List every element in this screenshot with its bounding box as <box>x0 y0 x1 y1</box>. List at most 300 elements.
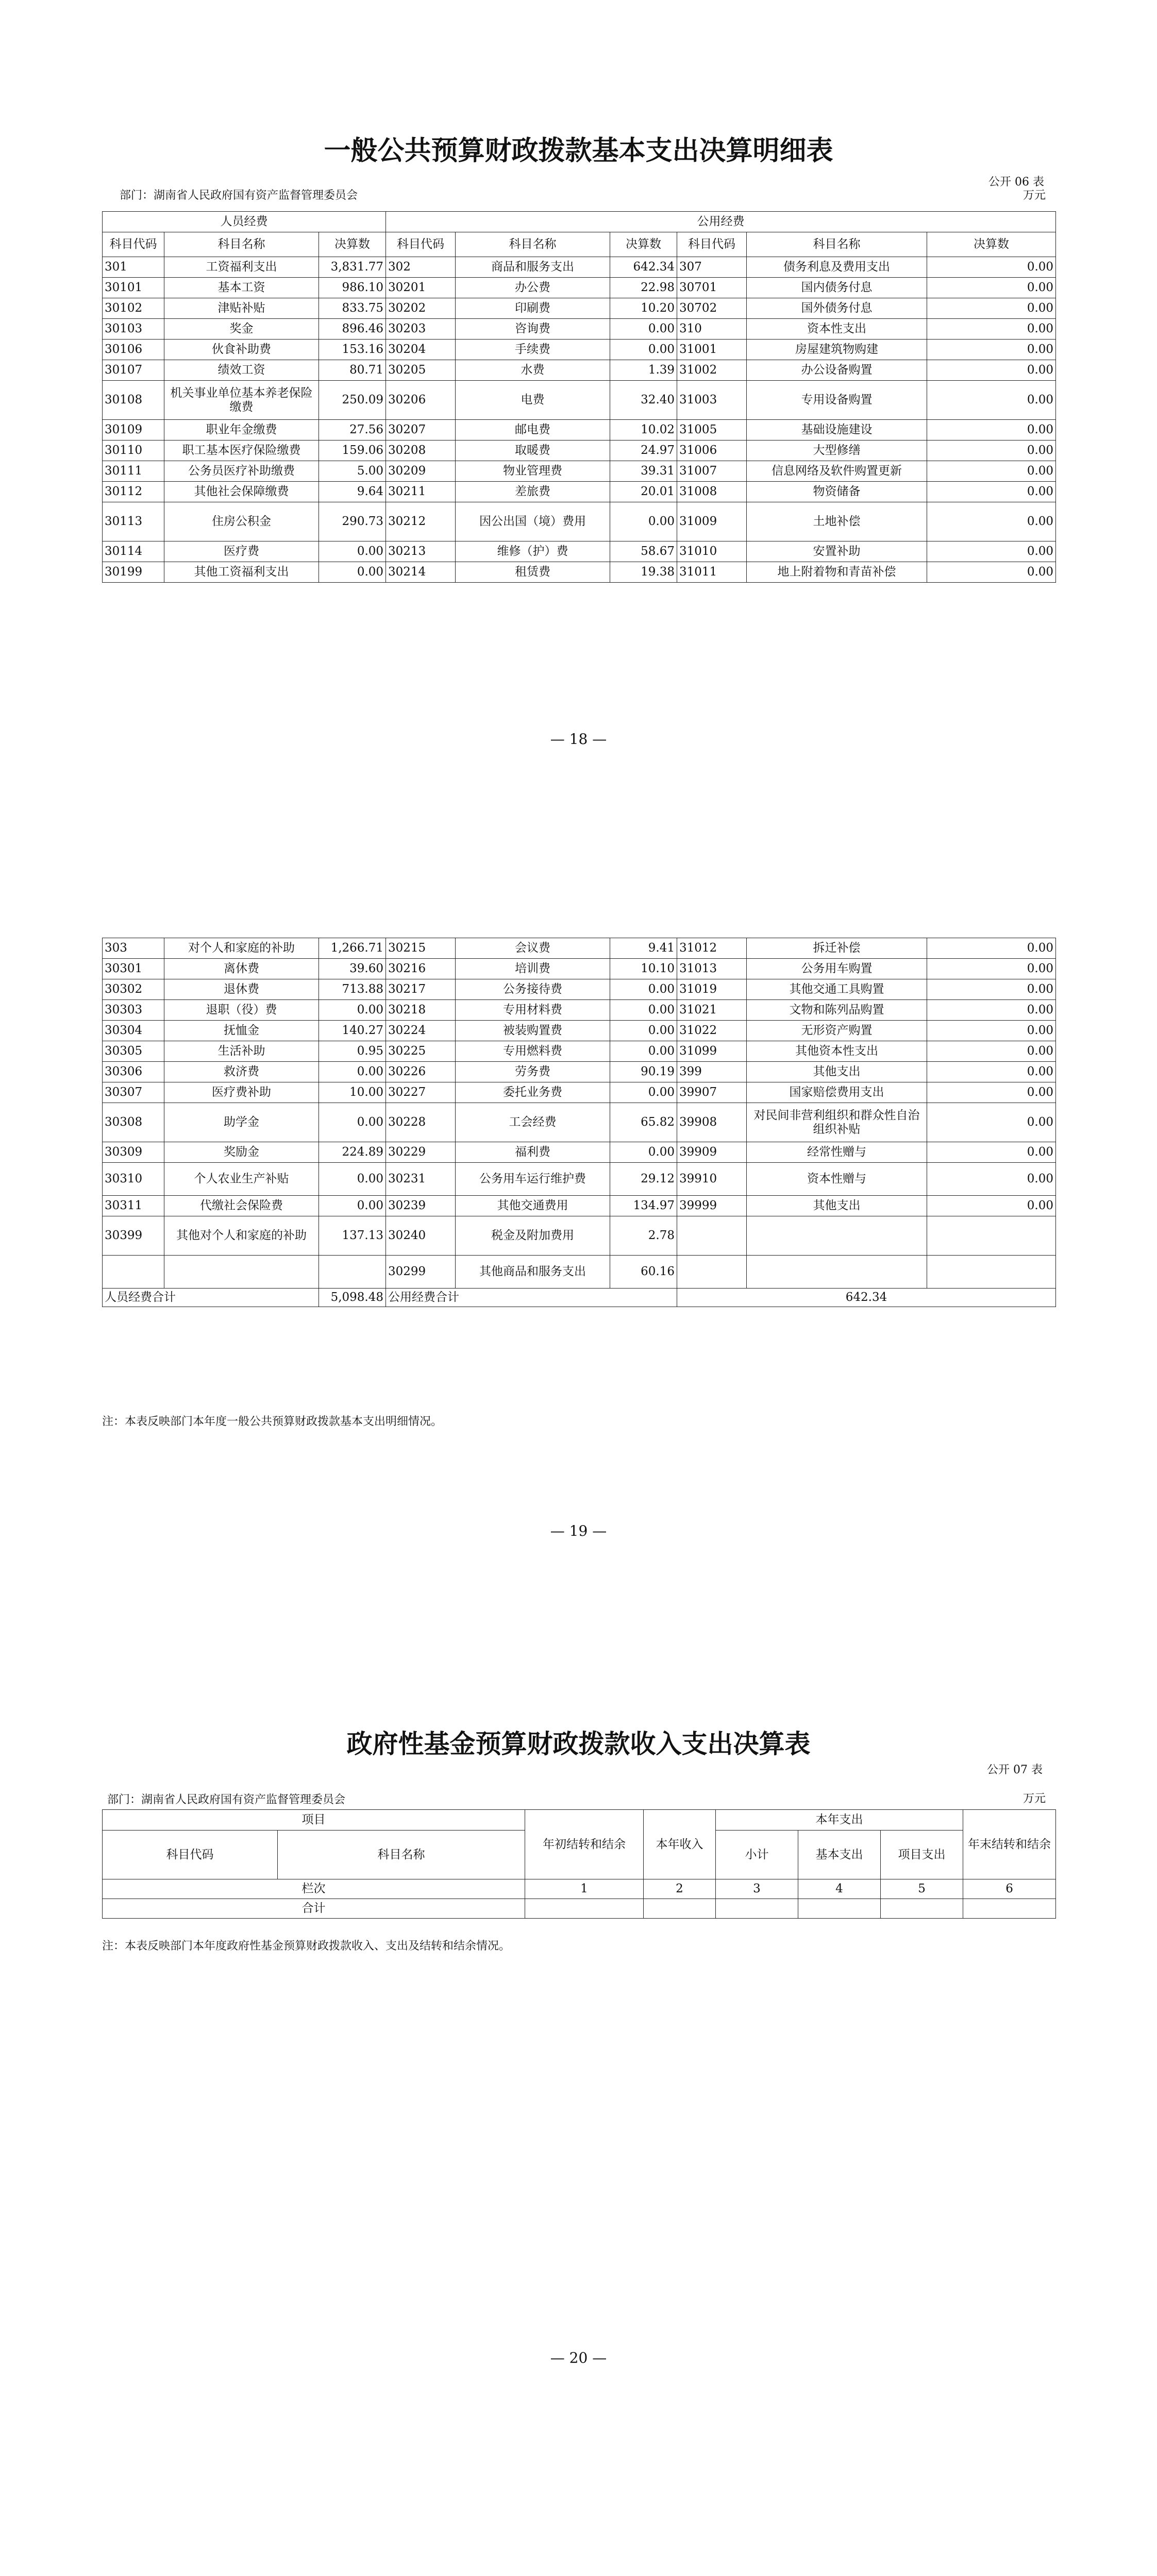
row-name: 其他支出 <box>747 1196 927 1216</box>
col-index-label: 栏次 <box>103 1879 525 1899</box>
row-value: 0.00 <box>610 1142 677 1163</box>
row-code: 302 <box>386 257 456 278</box>
dept-label: 部门：湖南省人民政府国有资产监督管理委员会 <box>120 189 358 202</box>
row-value: 140.27 <box>319 1021 386 1041</box>
row-code: 31011 <box>677 562 747 583</box>
row-code: 30103 <box>103 319 164 340</box>
row-value: 0.00 <box>927 562 1056 583</box>
row-value: 0.00 <box>319 1000 386 1021</box>
row-value: 10.02 <box>610 420 677 440</box>
table-row <box>103 461 1056 482</box>
row-name: 专用材料费 <box>456 1000 610 1021</box>
row-code: 30203 <box>386 319 456 340</box>
header-begin-balance: 年初结转和结余 <box>525 1810 644 1879</box>
row-code: 30202 <box>386 298 456 319</box>
total-value: 5,098.48 <box>319 1289 386 1307</box>
row-code: 30218 <box>386 1000 456 1021</box>
table-row <box>103 1142 1056 1163</box>
row-value <box>319 1256 386 1289</box>
total-label: 公用经费合计 <box>386 1289 677 1307</box>
row-name: 资本性支出 <box>747 319 927 340</box>
page18-title: 一般公共预算财政拨款基本支出决算明细表 <box>324 135 833 166</box>
row-value: 833.75 <box>319 298 386 319</box>
row-code: 30205 <box>386 360 456 381</box>
row-name: 对个人和家庭的补助 <box>164 938 319 959</box>
row-name: 国内债务付息 <box>747 278 927 298</box>
row-value: 290.73 <box>319 502 386 541</box>
row-name: 专用燃料费 <box>456 1041 610 1062</box>
row-code: 30208 <box>386 440 456 461</box>
row-name: 工资福利支出 <box>164 257 319 278</box>
row-name: 奖励金 <box>164 1142 319 1163</box>
table-row <box>103 1000 1056 1021</box>
table-row <box>103 1041 1056 1062</box>
row-value: 0.00 <box>319 562 386 583</box>
row-code: 30224 <box>386 1021 456 1041</box>
row-name: 办公费 <box>456 278 610 298</box>
row-code: 30239 <box>386 1196 456 1216</box>
header-public: 公用经费 <box>386 212 1056 232</box>
row-value: 0.00 <box>319 541 386 562</box>
table-row <box>103 1103 1056 1142</box>
table-row <box>103 482 1056 502</box>
col-header: 决算数 <box>319 232 386 257</box>
row-value: 0.00 <box>927 278 1056 298</box>
col-header: 决算数 <box>927 232 1056 257</box>
col-header: 科目代码 <box>103 232 164 257</box>
row-name: 物资储备 <box>747 482 927 502</box>
row-value: 1,266.71 <box>319 938 386 959</box>
row-value <box>927 1216 1056 1256</box>
col-header: 科目名称 <box>456 232 610 257</box>
row-code: 30231 <box>386 1163 456 1196</box>
row-value: 0.00 <box>927 979 1056 1000</box>
row-code: 30227 <box>386 1082 456 1103</box>
table-row <box>103 1216 1056 1256</box>
row-code: 30308 <box>103 1103 164 1142</box>
table-row <box>103 959 1056 979</box>
row-code: 30304 <box>103 1021 164 1041</box>
row-code: 30110 <box>103 440 164 461</box>
header-personnel: 人员经费 <box>103 212 386 232</box>
row-code: 30310 <box>103 1163 164 1196</box>
row-name: 生活补助 <box>164 1041 319 1062</box>
row-code: 30212 <box>386 502 456 541</box>
table-row <box>103 502 1056 541</box>
page19-note: 注：本表反映部门本年度一般公共预算财政拨款基本支出明细情况。 <box>102 1415 443 1428</box>
table-row <box>103 562 1056 583</box>
row-value: 153.16 <box>319 340 386 360</box>
row-value: 0.00 <box>610 502 677 541</box>
row-code: 30102 <box>103 298 164 319</box>
row-code: 31006 <box>677 440 747 461</box>
row-value: 0.00 <box>610 1082 677 1103</box>
row-value: 0.00 <box>927 298 1056 319</box>
row-name: 绩效工资 <box>164 360 319 381</box>
col-index: 1 <box>525 1879 644 1899</box>
row-code: 39909 <box>677 1142 747 1163</box>
row-name: 租赁费 <box>456 562 610 583</box>
row-value: 0.00 <box>610 340 677 360</box>
row-value: 0.00 <box>927 1000 1056 1021</box>
row-name: 水费 <box>456 360 610 381</box>
row-code: 301 <box>103 257 164 278</box>
row-name: 个人农业生产补贴 <box>164 1163 319 1196</box>
row-name: 伙食补助费 <box>164 340 319 360</box>
row-value: 20.01 <box>610 482 677 502</box>
row-value: 137.13 <box>319 1216 386 1256</box>
page-number-19: — 19 — <box>550 1522 607 1539</box>
header-name: 科目名称 <box>278 1831 525 1879</box>
table-row <box>103 340 1056 360</box>
row-code: 30702 <box>677 298 747 319</box>
row-name: 邮电费 <box>456 420 610 440</box>
row-name: 办公设备购置 <box>747 360 927 381</box>
col-header: 科目代码 <box>677 232 747 257</box>
row-value: 39.31 <box>610 461 677 482</box>
total-label: 人员经费合计 <box>103 1289 319 1307</box>
row-name <box>747 1216 927 1256</box>
row-value: 0.00 <box>927 420 1056 440</box>
row-name: 公务员医疗补助缴费 <box>164 461 319 482</box>
dept-label: 部门：湖南省人民政府国有资产监督管理委员会 <box>107 1793 346 1806</box>
row-value: 0.00 <box>927 1103 1056 1142</box>
row-value: 0.00 <box>927 319 1056 340</box>
row-name: 其他工资福利支出 <box>164 562 319 583</box>
row-name: 委托业务费 <box>456 1082 610 1103</box>
row-name: 退职（役）费 <box>164 1000 319 1021</box>
table-row <box>103 1021 1056 1041</box>
unit-label: 万元 <box>1023 1792 1046 1805</box>
total-row <box>103 1289 1056 1307</box>
table-code: 公开 07 表 <box>987 1764 1043 1776</box>
row-code: 30215 <box>386 938 456 959</box>
row-code: 30228 <box>386 1103 456 1142</box>
row-name: 对民间非营利组织和群众性自治组织补贴 <box>747 1103 927 1142</box>
table-row <box>103 319 1056 340</box>
row-code: 30399 <box>103 1216 164 1256</box>
row-value: 32.40 <box>610 381 677 420</box>
row-name: 经常性赠与 <box>747 1142 927 1163</box>
table-row <box>103 257 1056 278</box>
row-code: 39907 <box>677 1082 747 1103</box>
row-name: 其他商品和服务支出 <box>456 1256 610 1289</box>
row-code: 30240 <box>386 1216 456 1256</box>
row-value: 0.00 <box>927 938 1056 959</box>
header-item: 项目 <box>103 1810 525 1831</box>
row-code: 39999 <box>677 1196 747 1216</box>
row-code: 30306 <box>103 1062 164 1082</box>
row-value: 134.97 <box>610 1196 677 1216</box>
row-code: 30213 <box>386 541 456 562</box>
table-row <box>103 298 1056 319</box>
table-row <box>103 979 1056 1000</box>
row-name: 差旅费 <box>456 482 610 502</box>
row-code: 30204 <box>386 340 456 360</box>
row-code: 30113 <box>103 502 164 541</box>
row-name <box>747 1256 927 1289</box>
total-label: 合计 <box>103 1899 525 1919</box>
row-code: 30311 <box>103 1196 164 1216</box>
row-value: 0.00 <box>927 1163 1056 1196</box>
table-row <box>103 1062 1056 1082</box>
row-name: 文物和陈列品购置 <box>747 1000 927 1021</box>
row-value: 10.10 <box>610 959 677 979</box>
col-index: 3 <box>716 1879 798 1899</box>
row-name: 其他支出 <box>747 1062 927 1082</box>
row-name <box>164 1256 319 1289</box>
row-code: 30114 <box>103 541 164 562</box>
row-value: 39.60 <box>319 959 386 979</box>
row-code: 31022 <box>677 1021 747 1041</box>
table-row <box>103 1082 1056 1103</box>
row-code: 310 <box>677 319 747 340</box>
row-code: 399 <box>677 1062 747 1082</box>
row-name: 劳务费 <box>456 1062 610 1082</box>
col-index: 5 <box>881 1879 963 1899</box>
row-name: 信息网络及软件购置更新 <box>747 461 927 482</box>
row-name: 咨询费 <box>456 319 610 340</box>
row-name: 基本工资 <box>164 278 319 298</box>
row-code: 30307 <box>103 1082 164 1103</box>
row-value: 1.39 <box>610 360 677 381</box>
row-code: 31099 <box>677 1041 747 1062</box>
row-value: 5.00 <box>319 461 386 482</box>
col-header: 决算数 <box>610 232 677 257</box>
row-code: 30225 <box>386 1041 456 1062</box>
header-code: 科目代码 <box>103 1831 278 1879</box>
row-code: 30109 <box>103 420 164 440</box>
col-index: 6 <box>963 1879 1056 1899</box>
table-row <box>103 1196 1056 1216</box>
gov-fund-table <box>102 1809 1056 1919</box>
row-value: 0.00 <box>610 1041 677 1062</box>
row-name: 工会经费 <box>456 1103 610 1142</box>
row-value: 224.89 <box>319 1142 386 1163</box>
row-name: 培训费 <box>456 959 610 979</box>
row-code: 30207 <box>386 420 456 440</box>
row-value: 10.20 <box>610 298 677 319</box>
row-name: 资本性赠与 <box>747 1163 927 1196</box>
row-name: 其他交通工具购置 <box>747 979 927 1000</box>
row-code: 31001 <box>677 340 747 360</box>
row-name: 救济费 <box>164 1062 319 1082</box>
row-value: 713.88 <box>319 979 386 1000</box>
row-name: 国家赔偿费用支出 <box>747 1082 927 1103</box>
row-code <box>103 1256 164 1289</box>
row-name: 公务用车运行维护费 <box>456 1163 610 1196</box>
row-value: 90.19 <box>610 1062 677 1082</box>
row-code: 31021 <box>677 1000 747 1021</box>
row-name: 津贴补贴 <box>164 298 319 319</box>
row-value: 58.67 <box>610 541 677 562</box>
header-subtotal: 小计 <box>716 1831 798 1879</box>
basic-expense-table-part2 <box>102 938 1056 1307</box>
row-value: 3,831.77 <box>319 257 386 278</box>
row-value: 0.00 <box>927 959 1056 979</box>
row-value: 0.95 <box>319 1041 386 1062</box>
row-code: 30108 <box>103 381 164 420</box>
row-code: 31007 <box>677 461 747 482</box>
row-code <box>677 1216 747 1256</box>
table-row <box>103 440 1056 461</box>
col-index: 2 <box>644 1879 716 1899</box>
table-row <box>103 1256 1056 1289</box>
row-name: 国外债务付息 <box>747 298 927 319</box>
row-value: 159.06 <box>319 440 386 461</box>
row-name: 无形资产购置 <box>747 1021 927 1041</box>
row-name: 退休费 <box>164 979 319 1000</box>
row-name: 债务利息及费用支出 <box>747 257 927 278</box>
row-value: 0.00 <box>927 381 1056 420</box>
total-value: 642.34 <box>677 1289 1056 1307</box>
row-name: 专用设备购置 <box>747 381 927 420</box>
row-name: 医疗费 <box>164 541 319 562</box>
row-name: 机关事业单位基本养老保险缴费 <box>164 381 319 420</box>
row-code: 307 <box>677 257 747 278</box>
row-code: 30229 <box>386 1142 456 1163</box>
page-number-18: — 18 — <box>550 731 607 748</box>
row-name: 税金及附加费用 <box>456 1216 610 1256</box>
table-row <box>103 360 1056 381</box>
row-name: 福利费 <box>456 1142 610 1163</box>
unit-label: 万元 <box>1023 189 1046 202</box>
row-value: 60.16 <box>610 1256 677 1289</box>
row-value: 0.00 <box>927 440 1056 461</box>
page20-title: 政府性基金预算财政拨款收入支出决算表 <box>346 1728 811 1759</box>
row-code: 31003 <box>677 381 747 420</box>
row-value: 0.00 <box>927 340 1056 360</box>
row-name: 抚恤金 <box>164 1021 319 1041</box>
row-code: 30201 <box>386 278 456 298</box>
row-code: 31002 <box>677 360 747 381</box>
row-code: 30303 <box>103 1000 164 1021</box>
header-project: 项目支出 <box>881 1831 963 1879</box>
col-index: 4 <box>798 1879 881 1899</box>
basic-expense-table-part1 <box>102 211 1056 583</box>
row-name: 电费 <box>456 381 610 420</box>
row-value: 0.00 <box>610 1000 677 1021</box>
row-name: 土地补偿 <box>747 502 927 541</box>
row-value: 0.00 <box>927 541 1056 562</box>
row-name: 其他社会保障缴费 <box>164 482 319 502</box>
row-value: 0.00 <box>927 461 1056 482</box>
row-name: 安置补助 <box>747 541 927 562</box>
row-code: 30701 <box>677 278 747 298</box>
row-name: 被装购置费 <box>456 1021 610 1041</box>
header-income: 本年收入 <box>644 1810 716 1879</box>
row-name: 助学金 <box>164 1103 319 1142</box>
row-value: 0.00 <box>610 979 677 1000</box>
row-value: 65.82 <box>610 1103 677 1142</box>
row-code: 31013 <box>677 959 747 979</box>
row-code: 30211 <box>386 482 456 502</box>
row-value: 29.12 <box>610 1163 677 1196</box>
row-code: 30301 <box>103 959 164 979</box>
row-name: 手续费 <box>456 340 610 360</box>
row-name: 印刷费 <box>456 298 610 319</box>
row-value: 896.46 <box>319 319 386 340</box>
row-value: 0.00 <box>927 1062 1056 1082</box>
row-value: 0.00 <box>927 360 1056 381</box>
table-row <box>103 278 1056 298</box>
row-name: 大型修缮 <box>747 440 927 461</box>
row-code: 30305 <box>103 1041 164 1062</box>
row-code: 30214 <box>386 562 456 583</box>
header-basic: 基本支出 <box>798 1831 881 1879</box>
row-name: 房屋建筑物购建 <box>747 340 927 360</box>
row-value: 0.00 <box>927 1041 1056 1062</box>
row-code: 30217 <box>386 979 456 1000</box>
row-value: 80.71 <box>319 360 386 381</box>
table-row <box>103 938 1056 959</box>
row-value: 0.00 <box>927 1021 1056 1041</box>
col-header: 科目代码 <box>386 232 456 257</box>
row-name: 公务用车购置 <box>747 959 927 979</box>
page20-note: 注：本表反映部门本年度政府性基金预算财政拨款收入、支出及结转和结余情况。 <box>102 1940 511 1953</box>
row-name: 物业管理费 <box>456 461 610 482</box>
table-row <box>103 541 1056 562</box>
row-name: 职工基本医疗保险缴费 <box>164 440 319 461</box>
row-code: 30101 <box>103 278 164 298</box>
row-value: 0.00 <box>927 1196 1056 1216</box>
row-name: 职业年金缴费 <box>164 420 319 440</box>
row-name: 商品和服务支出 <box>456 257 610 278</box>
row-code: 39910 <box>677 1163 747 1196</box>
table-row <box>103 420 1056 440</box>
row-value: 9.64 <box>319 482 386 502</box>
row-value: 0.00 <box>319 1196 386 1216</box>
table-row <box>103 1163 1056 1196</box>
row-code: 31010 <box>677 541 747 562</box>
row-name: 地上附着物和青苗补偿 <box>747 562 927 583</box>
row-value: 24.97 <box>610 440 677 461</box>
row-code: 39908 <box>677 1103 747 1142</box>
row-code: 31009 <box>677 502 747 541</box>
row-value: 22.98 <box>610 278 677 298</box>
row-code: 30107 <box>103 360 164 381</box>
row-name: 其他资本性支出 <box>747 1041 927 1062</box>
row-code: 30302 <box>103 979 164 1000</box>
row-value: 0.00 <box>319 1103 386 1142</box>
row-value: 19.38 <box>610 562 677 583</box>
row-code: 30209 <box>386 461 456 482</box>
row-value: 642.34 <box>610 257 677 278</box>
row-name: 代缴社会保险费 <box>164 1196 319 1216</box>
row-name: 维修（护）费 <box>456 541 610 562</box>
row-name: 医疗费补助 <box>164 1082 319 1103</box>
row-value: 250.09 <box>319 381 386 420</box>
table-row <box>103 381 1056 420</box>
row-value: 0.00 <box>319 1163 386 1196</box>
row-value: 0.00 <box>927 257 1056 278</box>
row-value: 9.41 <box>610 938 677 959</box>
row-name: 住房公积金 <box>164 502 319 541</box>
row-value: 0.00 <box>927 482 1056 502</box>
header-expense: 本年支出 <box>716 1810 963 1831</box>
row-code: 30206 <box>386 381 456 420</box>
table-code: 公开 06 表 <box>988 176 1044 189</box>
row-name: 因公出国（境）费用 <box>456 502 610 541</box>
row-value: 27.56 <box>319 420 386 440</box>
row-name: 离休费 <box>164 959 319 979</box>
row-value: 0.00 <box>319 1062 386 1082</box>
row-code: 31019 <box>677 979 747 1000</box>
row-code: 31005 <box>677 420 747 440</box>
row-name: 会议费 <box>456 938 610 959</box>
row-name: 其他对个人和家庭的补助 <box>164 1216 319 1256</box>
row-code: 303 <box>103 938 164 959</box>
